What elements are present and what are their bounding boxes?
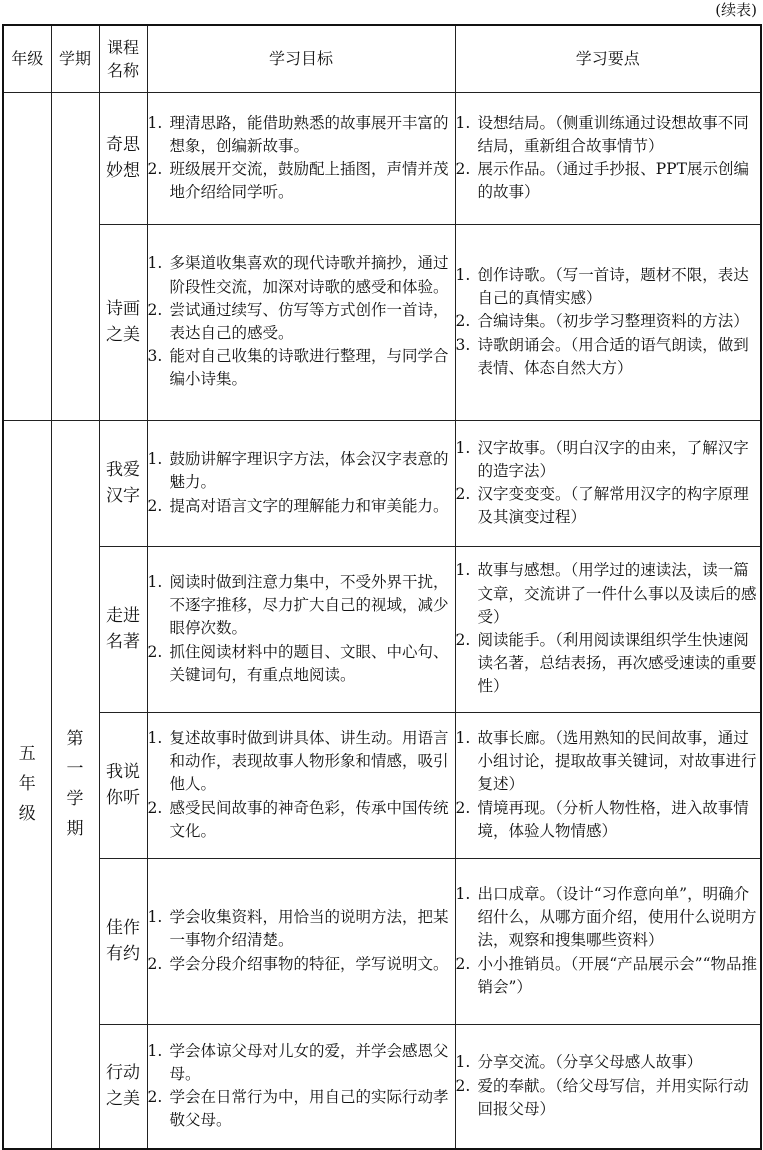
points-list <box>456 437 761 530</box>
learning-points-cell <box>455 712 761 858</box>
course-name-cell: 诗画 之美 <box>99 224 147 420</box>
table-row <box>3 1024 761 1149</box>
item-text: 出口成章。（设计“习作意向单”，明确介绍什么，从哪方面介绍，使用什么说明方法，观察和搜集哪些资料） <box>477 884 757 950</box>
list-item <box>148 727 455 797</box>
item-text: 学会分段介绍事物的特征，学写说明文。 <box>169 954 449 973</box>
item-text: 能对自己收集的诗歌进行整理，与同学合编小诗集。 <box>169 347 449 389</box>
item-text: 鼓励讲解字理识字方法，体会汉字表意的魅力。 <box>169 450 449 492</box>
item-number: 3. <box>147 347 163 366</box>
list-item <box>456 1051 761 1074</box>
goals-list <box>148 112 455 205</box>
item-text: 展示作品。（通过手抄报、PPT展示创编的故事） <box>477 160 749 202</box>
learning-goals-cell <box>147 858 455 1024</box>
item-text: 阅读时做到注意力集中，不受外界干扰，不逐字推移，尽力扩大自己的视域，减少眼停次数。 <box>169 572 449 638</box>
list-item <box>456 559 761 629</box>
course-name-cell: 我说 你听 <box>99 712 147 858</box>
course-name-cell: 佳作 有约 <box>99 858 147 1024</box>
item-number: 2. <box>147 798 163 817</box>
item-number: 2. <box>147 1088 163 1107</box>
goals-list <box>148 906 455 976</box>
list-item <box>456 112 761 158</box>
list-item <box>148 797 455 843</box>
item-number: 2. <box>147 954 163 973</box>
learning-points-cell <box>455 92 761 224</box>
item-text: 小小推销员。（开展“产品展示会”“物品推销会”） <box>477 954 758 996</box>
item-text: 故事与感想。（用学过的速读法，读一篇文章，交流讲了一件什么事以及读后的感受） <box>477 561 757 626</box>
item-text: 提高对语言文字的理解能力和审美能力。 <box>169 496 449 515</box>
list-item <box>148 906 455 952</box>
item-text: 学会收集资料，用恰当的说明方法，把某一事物介绍清楚。 <box>169 908 449 950</box>
goals-list <box>148 448 455 518</box>
grade-cell-empty <box>3 92 51 420</box>
goals-list <box>148 252 455 391</box>
item-number: 2. <box>455 954 471 973</box>
continued-label: (续表) <box>715 1 757 19</box>
item-text: 情境再现。（分析人物性格，进入故事情境，体验人物情感） <box>477 798 749 840</box>
item-text: 分享交流。（分享父母感人故事） <box>477 1053 703 1072</box>
course-name-cell: 奇思 妙想 <box>99 92 147 224</box>
item-number: 1. <box>147 908 163 927</box>
term-cell-empty <box>51 92 99 420</box>
list-item <box>148 953 455 976</box>
goals-list <box>148 1040 455 1133</box>
grade-cell: 五 年 级 <box>3 420 51 1149</box>
item-text: 复述故事时做到讲具体、讲生动。用语言和动作，表现故事人物形象和情感，吸引他人。 <box>169 728 449 794</box>
header-course-name: 课程 名称 <box>99 25 147 92</box>
item-number: 1. <box>455 728 471 747</box>
list-item <box>148 495 455 518</box>
list-item <box>456 953 761 999</box>
item-number: 2. <box>147 160 163 178</box>
learning-goals-cell <box>147 92 455 224</box>
list-item <box>148 299 455 345</box>
item-number: 2. <box>147 642 163 661</box>
item-number: 1. <box>147 728 163 747</box>
item-text: 创作诗歌。（写一首诗，题材不限，表达自己的真情实感） <box>477 265 749 308</box>
list-item <box>456 158 761 204</box>
course-name-cell: 行动 之美 <box>99 1024 147 1149</box>
item-number: 1. <box>455 1053 471 1072</box>
table-row <box>3 712 761 858</box>
header-row <box>3 25 761 92</box>
list-item <box>456 797 761 843</box>
header-learning-points: 学习要点 <box>455 25 761 92</box>
item-number: 1. <box>147 113 163 132</box>
learning-points-cell <box>455 1024 761 1149</box>
learning-goals-cell <box>147 224 455 420</box>
learning-points-cell <box>455 224 761 420</box>
learning-goals-cell <box>147 712 455 858</box>
term-cell: 第 一 学 期 <box>51 420 99 1149</box>
item-number: 1. <box>147 1041 163 1060</box>
item-text: 阅读能手。（利用阅读课组织学生快速阅读名著，总结表扬，再次感受速读的重要性） <box>477 631 757 696</box>
item-text: 感受民间故事的神奇色彩，传承中国传统文化。 <box>169 798 449 840</box>
points-list <box>456 727 761 843</box>
item-number: 1. <box>455 561 471 580</box>
item-text: 合编诗集。（初步学习整理资料的方法） <box>477 312 749 331</box>
list-item <box>456 264 761 310</box>
list-item <box>456 334 761 380</box>
list-item <box>456 629 761 699</box>
item-text: 多渠道收集喜欢的现代诗歌并摘抄，通过阶段性交流，加深对诗歌的感受和体验。 <box>169 254 449 296</box>
item-text: 学会体谅父母对儿女的爱，并学会感恩父母。 <box>169 1041 449 1084</box>
list-item <box>456 483 761 529</box>
learning-points-cell <box>455 420 761 546</box>
points-list <box>456 264 761 380</box>
item-text: 班级展开交流，鼓励配上插图，声情并茂地介绍给同学听。 <box>169 160 449 202</box>
item-number: 2. <box>147 496 163 515</box>
list-item <box>148 641 455 687</box>
item-number: 1. <box>455 884 471 903</box>
list-item <box>148 158 455 204</box>
learning-goals-cell <box>147 420 455 546</box>
item-number: 1. <box>147 254 163 273</box>
item-number: 1. <box>455 438 471 457</box>
item-number: 1. <box>455 265 471 284</box>
item-number: 2. <box>455 160 471 178</box>
item-text: 故事长廊。（选用熟知的民间故事，通过小组讨论，提取故事关键词，对故事进行复述） <box>477 728 757 794</box>
item-text: 抓住阅读材料中的题目、文眼、中心句、关键词句，有重点地阅读。 <box>169 642 449 684</box>
table-row <box>3 420 761 546</box>
learning-goals-cell <box>147 546 455 712</box>
item-number: 2. <box>147 300 163 319</box>
points-list <box>456 112 761 205</box>
item-number: 2. <box>455 798 471 817</box>
item-text: 尝试通过续写、仿写等方式创作一首诗，表达自己的感受。 <box>169 300 449 342</box>
learning-points-cell <box>455 546 761 712</box>
item-number: 3. <box>455 335 471 354</box>
item-text: 学会在日常行为中，用自己的实际行动孝敬父母。 <box>169 1088 449 1130</box>
item-number: 2. <box>455 312 471 331</box>
points-list <box>456 883 761 999</box>
table-row <box>3 858 761 1024</box>
header-learning-goals: 学习目标 <box>147 25 455 92</box>
list-item <box>148 448 455 494</box>
list-item <box>148 571 455 641</box>
list-item <box>148 112 455 158</box>
item-text: 汉字故事。（明白汉字的由来，了解汉字的造字法） <box>477 438 749 480</box>
list-item <box>456 883 761 953</box>
goals-list <box>148 571 455 687</box>
course-name-cell: 走进 名著 <box>99 546 147 712</box>
table-row <box>3 546 761 712</box>
learning-goals-cell <box>147 1024 455 1149</box>
points-list <box>456 1051 761 1121</box>
table-row <box>3 224 761 420</box>
item-text: 理清思路，能借助熟悉的故事展开丰富的想象，创编新故事。 <box>169 113 449 155</box>
list-item <box>148 1086 455 1132</box>
list-item <box>456 1075 761 1121</box>
list-item <box>148 1040 455 1086</box>
item-number: 1. <box>147 572 163 591</box>
list-item <box>148 252 455 298</box>
header-grade: 年级 <box>3 25 51 92</box>
item-number: 2. <box>455 485 471 503</box>
list-item <box>456 727 761 797</box>
item-text: 汉字变变变。（了解常用汉字的构字原理及其演变过程） <box>477 485 749 527</box>
item-number: 1. <box>147 450 163 469</box>
list-item <box>456 310 761 333</box>
header-term: 学期 <box>51 25 99 92</box>
item-number: 2. <box>455 631 471 649</box>
goals-list <box>148 727 455 843</box>
curriculum-table <box>2 24 762 1150</box>
table-row <box>3 92 761 224</box>
points-list <box>456 559 761 698</box>
list-item <box>148 345 455 391</box>
course-name-cell: 我爱 汉字 <box>99 420 147 546</box>
learning-points-cell <box>455 858 761 1024</box>
item-text: 诗歌朗诵会。（用合适的语气朗读，做到表情、体态自然大方） <box>477 335 749 377</box>
list-item <box>456 437 761 483</box>
item-text: 爱的奉献。（给父母写信，并用实际行动回报父母） <box>477 1076 749 1118</box>
item-number: 1. <box>455 113 471 132</box>
item-number: 2. <box>455 1076 471 1095</box>
item-text: 设想结局。（侧重训练通过设想故事不同结局，重新组合故事情节） <box>477 113 749 155</box>
